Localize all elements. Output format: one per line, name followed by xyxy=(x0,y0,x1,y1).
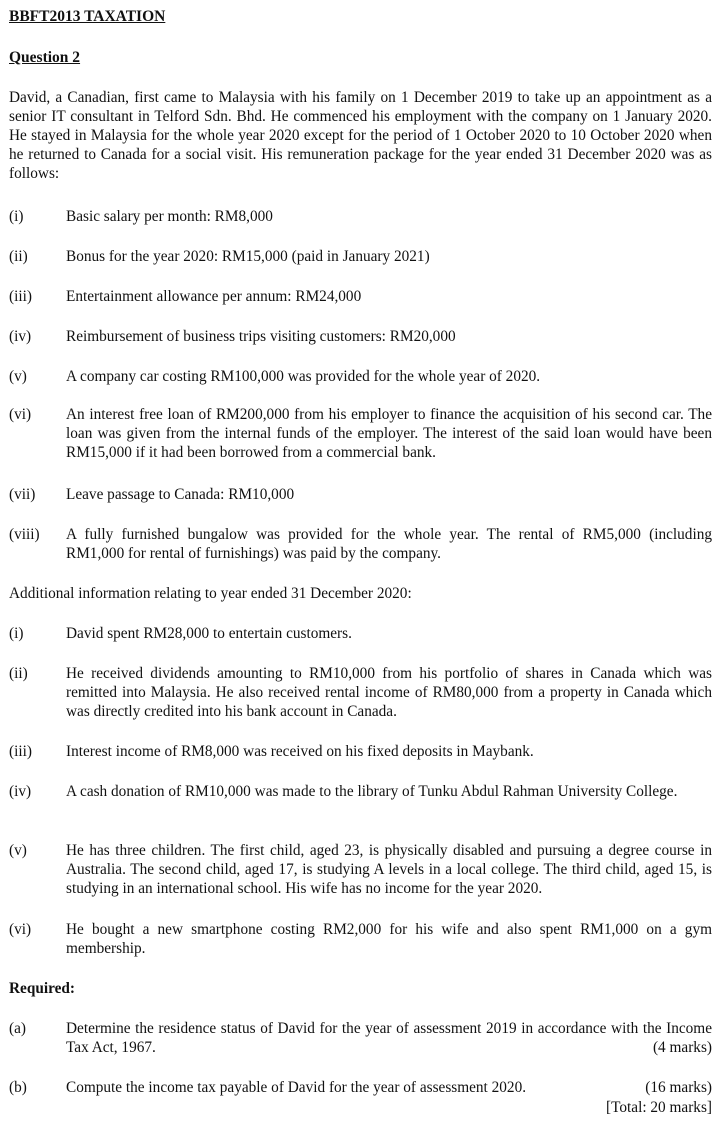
item-text: He received dividends amounting to RM10,000 from his portfolio of shares in Canada which was remitted into Malaysia. He also received rental income of RM80,000 from a property in Canada which was directly credited into his bank account in Canada. xyxy=(66,665,712,720)
required-text: Compute the income tax payable of David for the year of assessment 2020. xyxy=(66,1079,527,1096)
item-number: (iv) xyxy=(9,783,32,800)
question-title: Question 2 xyxy=(9,49,81,66)
list-item xyxy=(9,782,712,801)
item-text: Reimbursement of business trips visiting customers: RM20,000 xyxy=(66,328,456,345)
item-text: He has three children. The first child, aged 23, is physically disabled and pursuing a degree course in Australia. The second child, aged 17, is studying A levels in a local college. The third child, aged 15, is studying in an international school. His wife has no income for the year 2020. xyxy=(66,842,712,897)
list-item xyxy=(9,920,712,958)
item-number: (iii) xyxy=(9,288,32,305)
item-text: A cash donation of RM10,000 was made to the library of Tunku Abdul Rahman University College. xyxy=(66,783,678,800)
list-item xyxy=(9,624,712,643)
required-text: Determine the residence status of David for the year of assessment 2019 in accordance with the Income Tax Act, 1967. xyxy=(66,1020,712,1056)
list-item xyxy=(9,525,712,563)
item-number: (viii) xyxy=(9,526,40,543)
item-text: A fully furnished bungalow was provided for the whole year. The rental of RM5,000 (including RM1,000 for rental of furnishings) was paid by the company. xyxy=(66,526,712,562)
item-text: Leave passage to Canada: RM10,000 xyxy=(66,486,295,503)
required-item xyxy=(9,1078,712,1097)
item-text: Basic salary per month: RM8,000 xyxy=(66,208,273,225)
course-title: BBFT2013 TAXATION xyxy=(9,8,166,25)
marks-label: (16 marks) xyxy=(645,1079,712,1096)
item-text: Entertainment allowance per annum: RM24,000 xyxy=(66,288,362,305)
item-number: (i) xyxy=(9,208,24,225)
item-text: An interest free loan of RM200,000 from his employer to finance the acquisition of his second car. The loan was given from the internal funds of the employer. The interest of the said loan would have been RM15,000 if it had been borrowed from a commercial bank. xyxy=(66,406,712,461)
item-text: A company car costing RM100,000 was provided for the whole year of 2020. xyxy=(66,368,541,385)
item-number: (vii) xyxy=(9,486,36,503)
intro-paragraph: David, a Canadian, first came to Malaysia with his family on 1 December 2019 to take up an appointment as a senior IT consultant in Telford Sdn. Bhd. He commenced his employment with the company on 1 January 2020. He stayed in Malaysia for the whole year 2020 except for the period of 1 October 2020 to 10 October 2020 when he returned to Canada for a social visit. His remuneration package for the year ended 31 December 2020 was as follows: xyxy=(9,89,712,182)
item-number: (v) xyxy=(9,368,27,385)
item-text: He bought a new smartphone costing RM2,000 for his wife and also spent RM1,000 on a gym membership. xyxy=(66,921,712,957)
required-item xyxy=(9,1019,712,1057)
item-text xyxy=(66,1078,712,1097)
item-number: (a) xyxy=(9,1020,26,1037)
list-item xyxy=(9,287,712,306)
item-number: (ii) xyxy=(9,665,28,682)
required-heading: Required: xyxy=(9,980,76,997)
item-number: (iii) xyxy=(9,743,32,760)
additional-info-heading: Additional information relating to year ended 31 December 2020: xyxy=(9,585,412,602)
item-number: (i) xyxy=(9,625,24,642)
item-text: David spent RM28,000 to entertain customers. xyxy=(66,625,352,642)
item-text: Bonus for the year 2020: RM15,000 (paid in January 2021) xyxy=(66,248,430,265)
item-text xyxy=(66,1019,712,1057)
item-number: (iv) xyxy=(9,328,32,345)
list-item xyxy=(9,485,712,504)
list-item xyxy=(9,405,712,462)
marks-label: (4 marks) xyxy=(652,1039,712,1056)
list-item xyxy=(9,742,712,761)
list-item xyxy=(9,207,712,226)
item-number: (b) xyxy=(9,1079,27,1096)
list-item xyxy=(9,367,712,386)
list-item xyxy=(9,247,712,266)
item-number: (ii) xyxy=(9,248,28,265)
list-item xyxy=(9,327,712,346)
list-item xyxy=(9,841,712,898)
total-marks: [Total: 20 marks] xyxy=(606,1099,712,1116)
item-text: Interest income of RM8,000 was received on his fixed deposits in Maybank. xyxy=(66,743,534,760)
list-item xyxy=(9,664,712,721)
item-number: (vi) xyxy=(9,921,32,938)
item-number: (v) xyxy=(9,842,27,859)
item-number: (vi) xyxy=(9,406,32,423)
